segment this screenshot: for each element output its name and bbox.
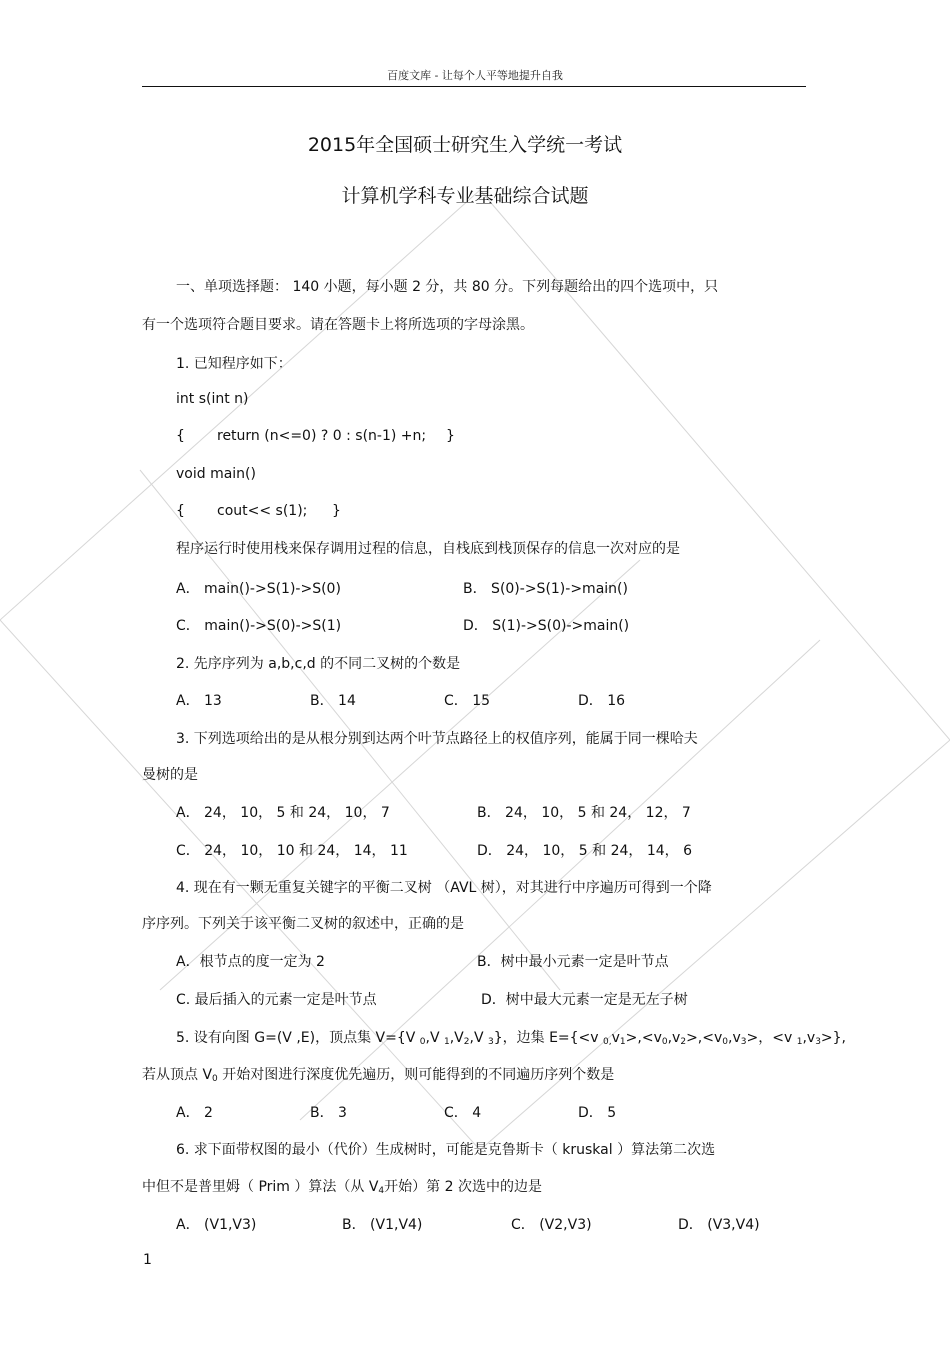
q1-code-brace-open-2: { [176,503,185,519]
q1-option-b: B． S(0)->S(1)->main() [463,581,628,597]
header-divider [142,86,806,87]
page-number: 1 [143,1252,152,1268]
q2-option-b: B． 14 [310,693,356,709]
q6-stem-line2: 中但不是普里姆（ Prim ）算法（从 $V_4$开始）第 2 次选中的边是 [142,1179,542,1196]
q2-option-c: C． 15 [444,693,491,709]
q5-option-c: C． 4 [444,1105,482,1121]
q1-code-line1: int s(int n) [176,391,249,407]
q4-stem-line2: 序序列。下列关于该平衡二叉树的叙述中，正确的是 [142,916,464,932]
q1-option-d: D． S(1)->S(0)->main() [463,618,630,634]
q4-stem-line1: 4. 现在有一颗无重复关键字的平衡二叉树 （AVL 树），对其进行中序遍历可得到一个降 [176,880,712,896]
q4-option-b: B．树中最小元素一定是叶节点 [477,954,669,970]
q6-option-a: A． (V1,V3) [176,1217,257,1233]
section-intro-line2: 有一个选项符合题目要求。请在答题卡上将所选项的字母涂黑。 [142,317,534,333]
q1-option-a: A． main()->S(1)->S(0) [176,581,341,597]
q6-option-b: B． (V1,V4) [342,1217,423,1233]
q3-option-b: B． 24， 10， 5 和 24， 12， 7 [477,805,691,821]
q2-stem: 2. 先序序列为 a,b,c,d 的不同二叉树的个数是 [176,656,461,672]
q1-code-main: void main() [176,466,256,482]
q5-option-d: D． 5 [578,1105,617,1121]
q2-option-a: A． 13 [176,693,222,709]
section-intro-line1: 一、单项选择题： 140 小题，每小题 2 分，共 80 分。下列每题给出的四个选项中，只 [176,279,719,295]
q4-option-c: C. 最后插入的元素一定是叶节点 [176,992,377,1008]
q3-stem-line2: 曼树的是 [142,767,198,783]
q1-code-cout: cout<< s(1); [217,503,308,519]
page-header: 百度文库 - 让每个人平等地提升自我 [387,69,563,82]
q6-option-c: C． (V2,V3) [511,1217,592,1233]
q6-stem-line1: 6. 求下面带权图的最小（代价）生成树时，可能是克鲁斯卡（ kruskal ）算法第二次选 [176,1142,716,1158]
q1-code-brace-open: { [176,428,185,444]
q5-stem-line1: 5. 设有向图 G=(V ,E)，顶点集 V={V $_0$,V $_1,V_2,V$ $_3$}，边集 E={<v $_{0,}v_1>,<v_0,v_2>,<v_0,v_3>$，<v $_1,v_3>$}, [176,1030,847,1047]
q1-stem: 1. 已知程序如下： [176,356,292,372]
q1-question: 程序运行时使用栈来保存调用过程的信息，自栈底到栈顶保存的信息一次对应的是 [176,541,680,557]
q1-option-c: C． main()->S(0)->S(1) [176,618,342,634]
q1-code-return: return (n<=0) ? 0 : s(n-1) +n; [217,428,427,444]
q5-stem-line2: 若从顶点 $V_0$ 开始对图进行深度优先遍历，则可能得到的不同遍历序列个数是 [142,1067,615,1084]
exam-title: 2015年全国硕士研究生入学统一考试 [307,134,623,156]
q6-option-d: D． (V3,V4) [678,1217,760,1233]
exam-subtitle: 计算机学科专业基础综合试题 [341,185,589,207]
q1-code-brace-close: } [446,428,455,444]
q5-option-a: A． 2 [176,1105,213,1121]
q3-stem-line1: 3. 下列选项给出的是从根分别到达两个叶节点路径上的权值序列，能属于同一棵哈夫 [176,731,698,747]
q3-option-c: C． 24， 10， 10 和 24， 14， 11 [176,843,408,859]
q3-option-a: A． 24， 10， 5 和 24， 10， 7 [176,805,390,821]
q4-option-a: A．根节点的度一定为 2 [176,954,325,970]
q4-option-d: D．树中最大元素一定是无左子树 [481,992,688,1008]
q1-code-brace-close-2: } [332,503,341,519]
q5-option-b: B． 3 [310,1105,347,1121]
q2-option-d: D． 16 [578,693,626,709]
q3-option-d: D． 24， 10， 5 和 24， 14， 6 [477,843,693,859]
